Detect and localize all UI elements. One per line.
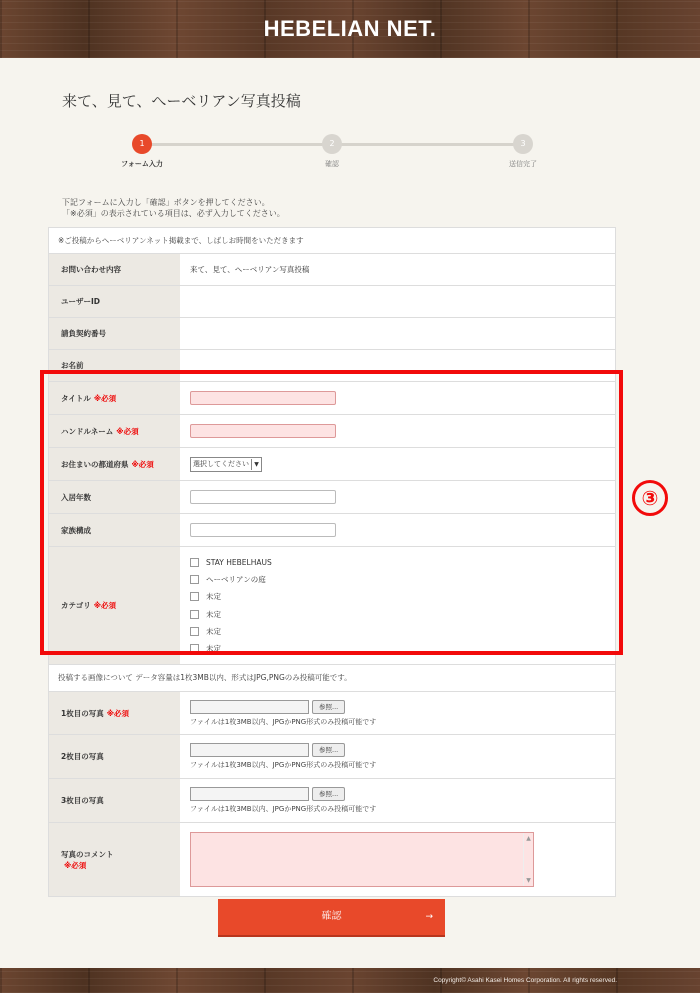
photo-3-browse-button[interactable]: 参照... <box>312 787 345 801</box>
photo-1-file-input[interactable] <box>190 700 309 714</box>
photo-2-file-input[interactable] <box>190 743 309 757</box>
instruction-line: 「※必須」の表示されている項目は、必ず入力してください。 <box>62 209 285 218</box>
checkbox[interactable] <box>190 610 199 619</box>
category-option[interactable]: 未定 <box>190 640 272 657</box>
inquiry-label: お問い合わせ内容 <box>49 254 180 285</box>
step-1-circle: 1 <box>132 134 152 154</box>
required-mark: ※必須 <box>131 459 154 469</box>
site-footer <box>0 968 700 993</box>
category-checkbox-list <box>190 547 272 663</box>
photo-2-label: 2枚目の写真 <box>49 735 180 778</box>
step-1-label: フォーム入力 <box>121 160 163 168</box>
comment-row <box>49 823 615 896</box>
user-id-row <box>49 286 615 318</box>
photo-3-file-input[interactable] <box>190 787 309 801</box>
annotation-marker: ③ <box>632 480 668 516</box>
photo-1-browse-button[interactable]: 参照... <box>312 700 345 714</box>
file-hint: ファイルは1枚3MB以内、JPGかPNG形式のみ投稿可能です <box>190 805 377 813</box>
category-option[interactable]: へーベリアンの庭 <box>190 571 272 588</box>
years-label: 入居年数 <box>49 481 180 513</box>
user-id-label: ユーザーID <box>49 286 180 317</box>
title-input[interactable] <box>190 391 336 405</box>
scroll-down-icon[interactable]: ▼ <box>526 877 531 884</box>
handle-row <box>49 415 615 448</box>
checkbox[interactable] <box>190 575 199 584</box>
photo-2-browse-button[interactable]: 参照... <box>312 743 345 757</box>
comment-label: 写真のコメント ※必須 <box>49 823 180 896</box>
category-row <box>49 547 615 665</box>
required-mark: ※必須 <box>116 426 139 436</box>
checkbox[interactable] <box>190 627 199 636</box>
prefecture-select[interactable] <box>190 457 262 472</box>
confirm-button-label: 確認 <box>321 911 342 922</box>
step-3-circle: 3 <box>513 134 533 154</box>
category-option[interactable]: STAY HEBELHAUS <box>190 553 272 570</box>
scroll-up-icon[interactable]: ▲ <box>526 835 531 842</box>
site-header <box>0 0 700 58</box>
contract-value <box>180 318 615 349</box>
user-id-value <box>180 286 615 317</box>
years-input[interactable] <box>190 490 336 504</box>
required-mark: ※必須 <box>106 708 130 718</box>
title-row <box>49 382 615 415</box>
inquiry-value: 来て、見て、へーベリアン写真投稿 <box>180 254 615 285</box>
category-option[interactable]: 未定 <box>190 606 272 623</box>
photo-3-row <box>49 779 615 823</box>
handle-label: ハンドルネーム ※必須 <box>49 415 180 447</box>
step-3-label: 送信完了 <box>509 160 537 168</box>
photo-2-row <box>49 735 615 779</box>
title-label: タイトル ※必須 <box>49 382 180 414</box>
arrow-right-icon: → <box>425 912 433 922</box>
name-row <box>49 350 615 382</box>
handle-name-input[interactable] <box>190 424 336 438</box>
file-hint: ファイルは1枚3MB以内、JPGかPNG形式のみ投稿可能です <box>190 717 377 726</box>
family-label: 家族構成 <box>49 514 180 546</box>
file-hint: ファイルは1枚3MB以内、JPGかPNG形式のみ投稿可能です <box>190 761 377 769</box>
copyright-text: Copyright© Asahi Kasei Homes Corporation. All rights reserved. <box>433 977 617 984</box>
step-indicator <box>0 134 700 174</box>
name-value <box>180 350 615 381</box>
confirm-button[interactable] <box>218 899 445 935</box>
category-option[interactable]: 未定 <box>190 623 272 640</box>
contract-label: 請負契約番号 <box>49 318 180 349</box>
required-mark: ※必須 <box>64 860 87 870</box>
checkbox[interactable] <box>190 592 199 601</box>
category-option[interactable]: 未定 <box>190 588 272 605</box>
prefecture-label: お住まいの都道府県 ※必須 <box>49 448 180 480</box>
step-2-circle: 2 <box>322 134 342 154</box>
required-mark: ※必須 <box>93 601 116 610</box>
upload-note: 投稿する画像について データ容量は1枚3MB以内、形式はJPG,PNGのみ投稿可能です。 <box>49 665 615 692</box>
instruction-line: 下記フォームに入力し「確認」ボタンを押してください。 <box>62 198 270 207</box>
comment-textarea[interactable] <box>190 832 534 887</box>
photo-1-row <box>49 692 615 735</box>
prefecture-selected-value: 選択してください <box>193 460 249 468</box>
checkbox[interactable] <box>190 558 199 567</box>
textarea-scrollbar[interactable] <box>523 833 533 886</box>
photo-submission-form <box>48 227 616 897</box>
name-label: お名前 <box>49 350 180 381</box>
contract-row <box>49 318 615 350</box>
inquiry-row <box>49 254 615 286</box>
photo-1-label: 1枚目の写真 ※必須 <box>49 692 180 734</box>
category-label: カテゴリ ※必須 <box>49 547 180 664</box>
form-note: ※ご投稿からへーベリアンネット掲載まで、しばしお時間をいただきます <box>49 228 615 254</box>
family-input[interactable] <box>190 523 336 537</box>
checkbox[interactable] <box>190 644 199 653</box>
photo-3-label: 3枚目の写真 <box>49 779 180 822</box>
page-title: 来て、見て、へーベリアン写真投稿 <box>62 92 301 110</box>
form-instructions <box>62 197 285 219</box>
years-row <box>49 481 615 514</box>
required-mark: ※必須 <box>93 393 117 403</box>
prefecture-row <box>49 448 615 481</box>
chevron-down-icon: ▼ <box>251 459 261 470</box>
site-logo[interactable]: HEBELIAN NET. <box>263 16 437 41</box>
family-row <box>49 514 615 547</box>
step-2-label: 確認 <box>325 160 339 168</box>
